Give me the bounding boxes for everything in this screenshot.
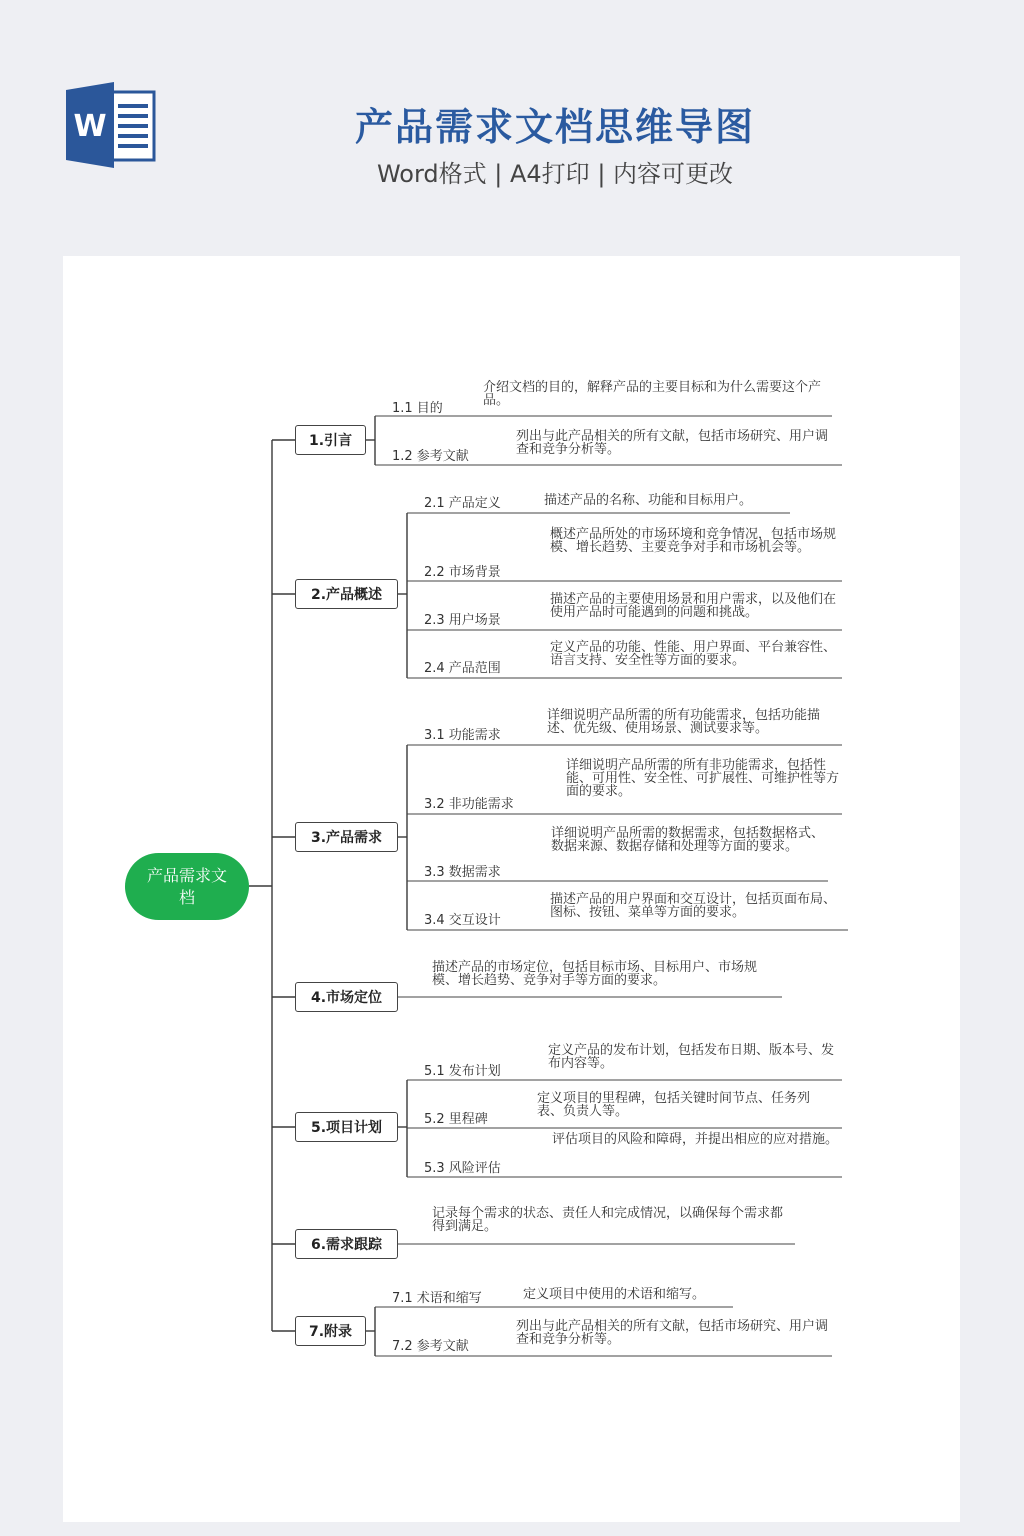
branch-product-overview[interactable]: 2.产品概述 bbox=[295, 579, 398, 609]
subtopic-label[interactable]: 2.2 市场背景 bbox=[424, 565, 501, 580]
subtopic-label[interactable]: 5.1 发布计划 bbox=[424, 1064, 501, 1079]
subtopic-description: 定义项目中使用的术语和缩写。 bbox=[523, 1287, 706, 1302]
subtopic-label[interactable]: 3.3 数据需求 bbox=[424, 865, 501, 880]
subtopic-description: 列出与此产品相关的所有文献，包括市场研究、用户调查和竞争分析等。 bbox=[516, 429, 829, 457]
subtopic-description: 介绍文档的目的，解释产品的主要目标和为什么需要这个产品。 bbox=[483, 380, 822, 408]
branch-appendix[interactable]: 7.附录 bbox=[295, 1316, 366, 1346]
subtopic-label[interactable]: 3.1 功能需求 bbox=[424, 728, 501, 743]
subtopic-description: 详细说明产品所需的所有非功能需求，包括性能、可用性、安全性、可扩展性、可维护性等方面的要求。 bbox=[566, 758, 840, 799]
branch-introduction[interactable]: 1.引言 bbox=[295, 425, 366, 455]
subtopic-label[interactable]: 2.1 产品定义 bbox=[424, 496, 501, 511]
subtopic-label[interactable]: 2.4 产品范围 bbox=[424, 661, 501, 676]
branch-description: 描述产品的市场定位，包括目标市场、目标用户、市场规模、增长趋势、竞争对手等方面的要求。 bbox=[432, 960, 758, 988]
subtopic-label[interactable]: 3.2 非功能需求 bbox=[424, 797, 514, 812]
subtopic-label[interactable]: 5.2 里程碑 bbox=[424, 1112, 488, 1127]
branch-requirement-tracking[interactable]: 6.需求跟踪 bbox=[295, 1229, 398, 1259]
subtopic-label[interactable]: 7.2 参考文献 bbox=[392, 1339, 469, 1354]
subtopic-description: 描述产品的名称、功能和目标用户。 bbox=[544, 493, 753, 508]
page-title: 产品需求文档思维导图 bbox=[354, 105, 755, 149]
subtopic-description: 描述产品的主要使用场景和用户需求，以及他们在使用产品时可能遇到的问题和挑战。 bbox=[550, 592, 837, 620]
subtopic-description: 描述产品的用户界面和交互设计，包括页面布局、图标、按钮、菜单等方面的要求。 bbox=[550, 892, 837, 920]
page-subtitle: Word格式 | A4打印 | 内容可更改 bbox=[376, 160, 734, 188]
subtopic-description: 列出与此产品相关的所有文献，包括市场研究、用户调查和竞争分析等。 bbox=[516, 1319, 829, 1347]
subtopic-description: 详细说明产品所需的数据需求，包括数据格式、数据来源、数据存储和处理等方面的要求。 bbox=[551, 826, 825, 854]
subtopic-description: 定义产品的功能、性能、用户界面、平台兼容性、语言支持、安全性等方面的要求。 bbox=[550, 640, 837, 668]
root-node[interactable]: 产品需求文档 bbox=[125, 853, 249, 920]
subtopic-description: 定义产品的发布计划，包括发布日期、版本号、发布内容等。 bbox=[548, 1043, 835, 1071]
branch-market-positioning[interactable]: 4.市场定位 bbox=[295, 982, 398, 1012]
subtopic-description: 概述产品所处的市场环境和竞争情况，包括市场规模、增长趋势、主要竞争对手和市场机会等。 bbox=[550, 527, 837, 555]
branch-description: 记录每个需求的状态、责任人和完成情况，以确保每个需求都得到满足。 bbox=[432, 1206, 784, 1234]
subtopic-label[interactable]: 5.3 风险评估 bbox=[424, 1161, 501, 1176]
branch-product-requirements[interactable]: 3.产品需求 bbox=[295, 822, 398, 852]
subtopic-description: 定义项目的里程碑，包括关键时间节点、任务列表、负责人等。 bbox=[537, 1091, 811, 1119]
subtopic-label[interactable]: 7.1 术语和缩写 bbox=[392, 1291, 482, 1306]
subtopic-label[interactable]: 1.2 参考文献 bbox=[392, 449, 469, 464]
subtopic-label[interactable]: 3.4 交互设计 bbox=[424, 913, 501, 928]
subtopic-label[interactable]: 2.3 用户场景 bbox=[424, 613, 501, 628]
branch-project-plan[interactable]: 5.项目计划 bbox=[295, 1112, 398, 1142]
subtopic-description: 评估项目的风险和障碍，并提出相应的应对措施。 bbox=[552, 1132, 839, 1147]
logo-letter: W bbox=[73, 109, 107, 144]
subtopic-label[interactable]: 1.1 目的 bbox=[392, 401, 443, 416]
subtopic-description: 详细说明产品所需的所有功能需求，包括功能描述、优先级、使用场景、测试要求等。 bbox=[547, 708, 821, 736]
